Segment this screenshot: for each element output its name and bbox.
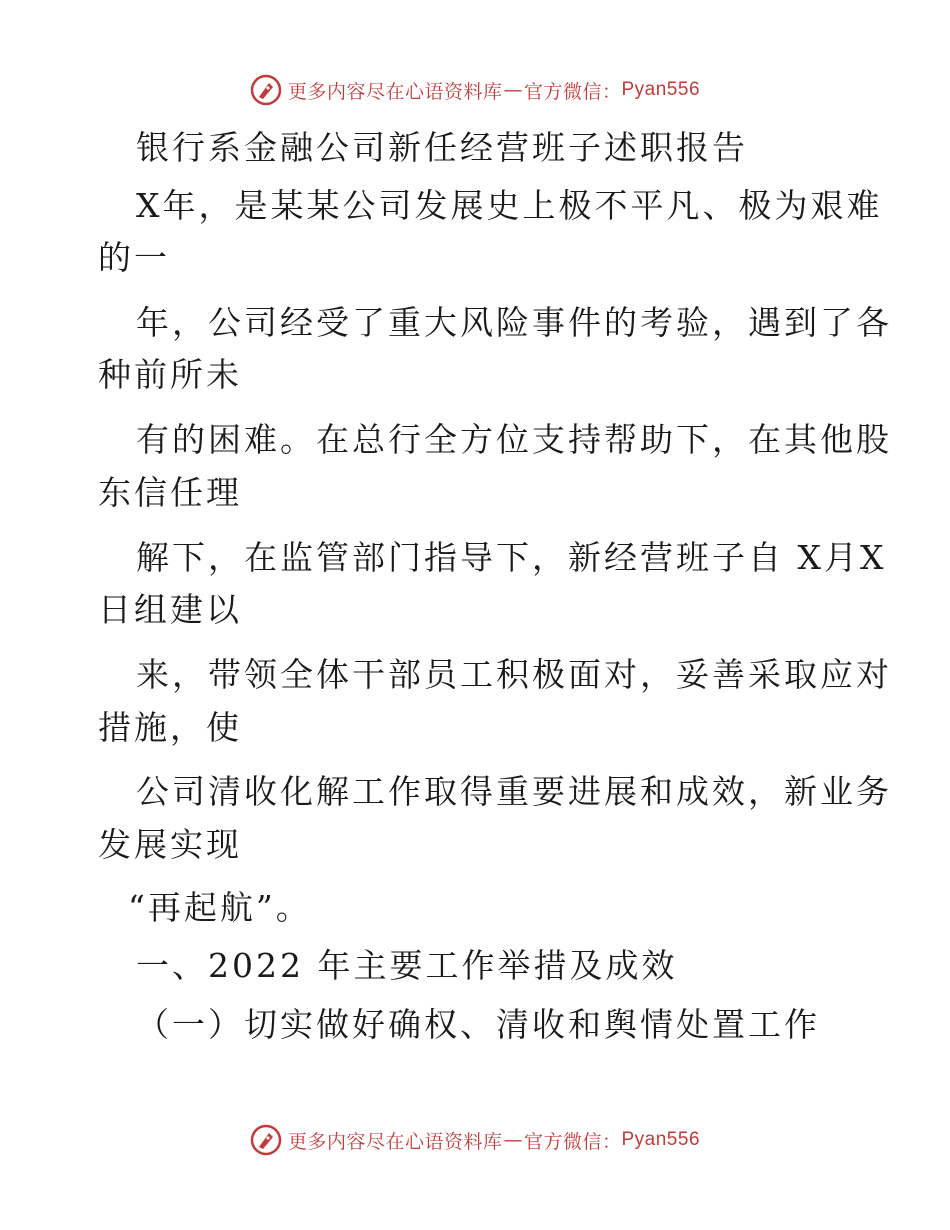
paragraph-line: 来，带领全体干部员工积极面对，妥善采取应对: [136, 655, 892, 694]
paragraph-line: 发展实现: [98, 825, 242, 864]
pen-nib-logo-icon: [250, 1124, 282, 1156]
watermark-banner-top: [0, 70, 950, 110]
watermark-wechat-label: 官方微信：: [523, 80, 622, 103]
watermark-dash: —: [503, 79, 523, 101]
subsection-heading: （一）切实做好确权、清收和舆情处置工作: [136, 1005, 820, 1044]
paragraph-line: 的一: [98, 238, 170, 277]
watermark-dash: —: [503, 1129, 523, 1151]
watermark-wechat-label: 官方微信：: [523, 1130, 622, 1153]
document-title: 银行系金融公司新任经营班子述职报告: [136, 128, 748, 167]
paragraph-line: 公司清收化解工作取得重要进展和成效，新业务: [136, 772, 892, 811]
paragraph-line: 措施，使: [98, 708, 242, 747]
paragraph-line: 东信任理: [98, 473, 242, 512]
watermark-text: 更多内容尽在心语资料库: [287, 1130, 503, 1153]
watermark-wechat-id: Pyan556: [621, 79, 701, 100]
paragraph-line: 日组建以: [98, 590, 242, 629]
paragraph-line: “再起航”。: [128, 888, 312, 927]
section-heading: 一、2022 年主要工作举措及成效: [136, 946, 678, 985]
paragraph-line: 有的困难。在总行全方位支持帮助下，在其他股: [136, 420, 892, 459]
paragraph-line: 解下，在监管部门指导下，新经营班子自 X月X: [136, 538, 887, 577]
paragraph-line: X年，是某某公司发展史上极不平凡、极为艰难: [136, 186, 883, 225]
paragraph-line: 年，公司经受了重大风险事件的考验，遇到了各: [136, 303, 892, 342]
paragraph-line: 种前所未: [98, 355, 242, 394]
watermark-banner-bottom: [0, 1120, 950, 1160]
watermark-wechat-id: Pyan556: [621, 1129, 701, 1150]
pen-nib-logo-icon: [250, 74, 282, 106]
watermark-text: 更多内容尽在心语资料库: [287, 80, 503, 103]
